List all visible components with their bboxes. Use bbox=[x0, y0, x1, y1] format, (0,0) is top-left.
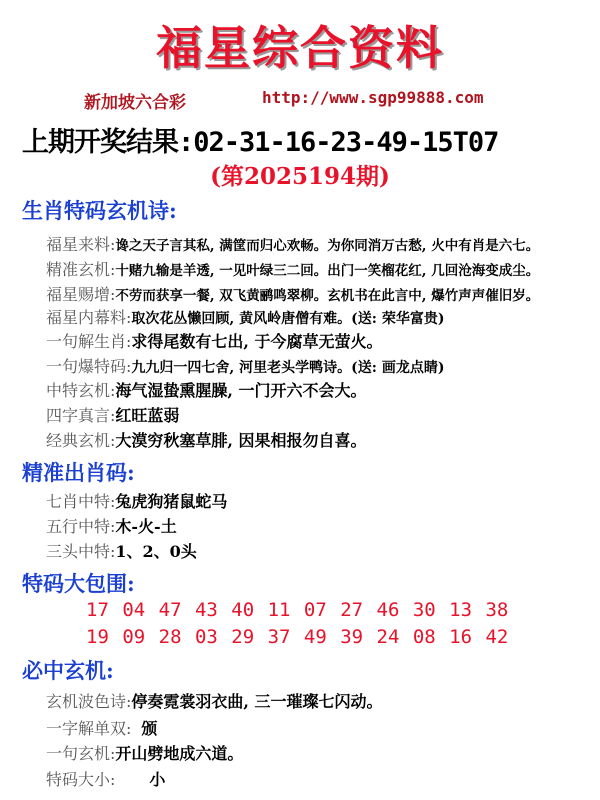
secret-row bbox=[46, 716, 157, 739]
row-label: 福星赐增: bbox=[46, 285, 116, 304]
row-label: 精准玄机: bbox=[46, 260, 116, 279]
site-url-link[interactable]: http://www.sgp99888.com bbox=[262, 88, 484, 107]
row-label: 三头中特: bbox=[46, 542, 116, 561]
row-text: 木-火-土 bbox=[115, 517, 177, 536]
secret-row bbox=[46, 741, 243, 764]
poem-row bbox=[46, 329, 383, 352]
row-label: 一句玄机: bbox=[46, 744, 116, 763]
zodiac-row bbox=[46, 514, 177, 537]
section-title-secret: 必中玄机: bbox=[22, 658, 114, 683]
last-draw-result: 上期开奖结果:02-31-16-23-49-15T07 bbox=[22, 127, 499, 158]
row-label: 玄机波色诗: bbox=[46, 692, 132, 711]
row-text: 不劳而获享一餐, 双飞黄鹂鸣翠柳。玄机书在此言中, 爆竹声声催旧岁。 bbox=[115, 288, 540, 304]
row-text: 停奏霓裳羽衣曲, 三一璀璨七闪动。 bbox=[131, 692, 383, 711]
poem-row bbox=[46, 232, 539, 255]
row-text: 海气湿蛰熏腥臊, 一门开六不会大。 bbox=[115, 381, 367, 400]
secret-row bbox=[46, 689, 383, 712]
poem-row bbox=[46, 282, 539, 305]
row-text: 谗之天子言其私, 满筐而归心欢畅。为你同消万古愁, 火中有肖是六七。 bbox=[115, 238, 540, 254]
numbers-row-1: 17 04 47 43 40 11 07 27 46 30 13 38 bbox=[86, 599, 509, 621]
numbers-row-2: 19 09 28 03 29 37 49 39 24 08 16 42 bbox=[86, 626, 509, 648]
row-label: 七肖中特: bbox=[46, 492, 116, 511]
row-label: 中特玄机: bbox=[46, 381, 116, 400]
row-text: 兔虎狗猪鼠蛇马 bbox=[115, 492, 228, 511]
poem-row bbox=[46, 305, 444, 328]
poem-row bbox=[46, 257, 539, 280]
zodiac-row bbox=[46, 489, 227, 512]
poem-row bbox=[46, 428, 367, 451]
row-text: 1、2、0头 bbox=[115, 542, 197, 561]
row-text: 十赌九输是羊透, 一见叶绿三二回。出门一笑榴花红, 几回沧海变成尘。 bbox=[115, 263, 540, 279]
row-label: 福星来料: bbox=[46, 235, 116, 254]
issue-number: (第2025194期) bbox=[210, 163, 390, 190]
row-label: 一句解生肖: bbox=[46, 332, 132, 351]
row-text: 大漠穷秋塞草腓, 因果相报勿自喜。 bbox=[115, 431, 367, 450]
secret-row bbox=[46, 767, 165, 790]
poem-row bbox=[46, 403, 179, 426]
brand-text: 新加坡六合彩 bbox=[84, 93, 186, 113]
row-text: 求得尾数有七出, 于今腐草无萤火。 bbox=[131, 332, 383, 351]
row-text: 九九归一四七舍, 河里老头学鸭诗。(送: 画龙点睛) bbox=[131, 360, 445, 376]
section-title-numbers: 特码大包围: bbox=[22, 571, 135, 596]
row-text: 红旺蓝弱 bbox=[115, 406, 180, 425]
zodiac-row bbox=[46, 539, 197, 562]
row-text: 颁 bbox=[141, 719, 158, 738]
row-label: 一字解单双: bbox=[46, 719, 132, 738]
section-title-zodiac: 精准出肖码: bbox=[22, 460, 135, 485]
row-text: 开山劈地成六道。 bbox=[115, 744, 244, 763]
row-label: 五行中特: bbox=[46, 517, 116, 536]
row-label: 福星内幕料: bbox=[46, 308, 132, 327]
row-label: 特码大小: bbox=[46, 770, 116, 789]
page-title: 福星综合资料 bbox=[156, 21, 444, 75]
poem-row bbox=[46, 354, 444, 377]
row-label: 四字真言: bbox=[46, 406, 116, 425]
row-text: 取次花丛懒回顾, 黄风岭唐僧有难。(送: 荣华富贵) bbox=[131, 311, 445, 327]
section-title-poem: 生肖特码玄机诗: bbox=[22, 198, 177, 223]
row-label: 经典玄机: bbox=[46, 431, 116, 450]
row-label: 一句爆特码: bbox=[46, 357, 132, 376]
row-text: 小 bbox=[149, 770, 166, 789]
poem-row bbox=[46, 378, 367, 401]
